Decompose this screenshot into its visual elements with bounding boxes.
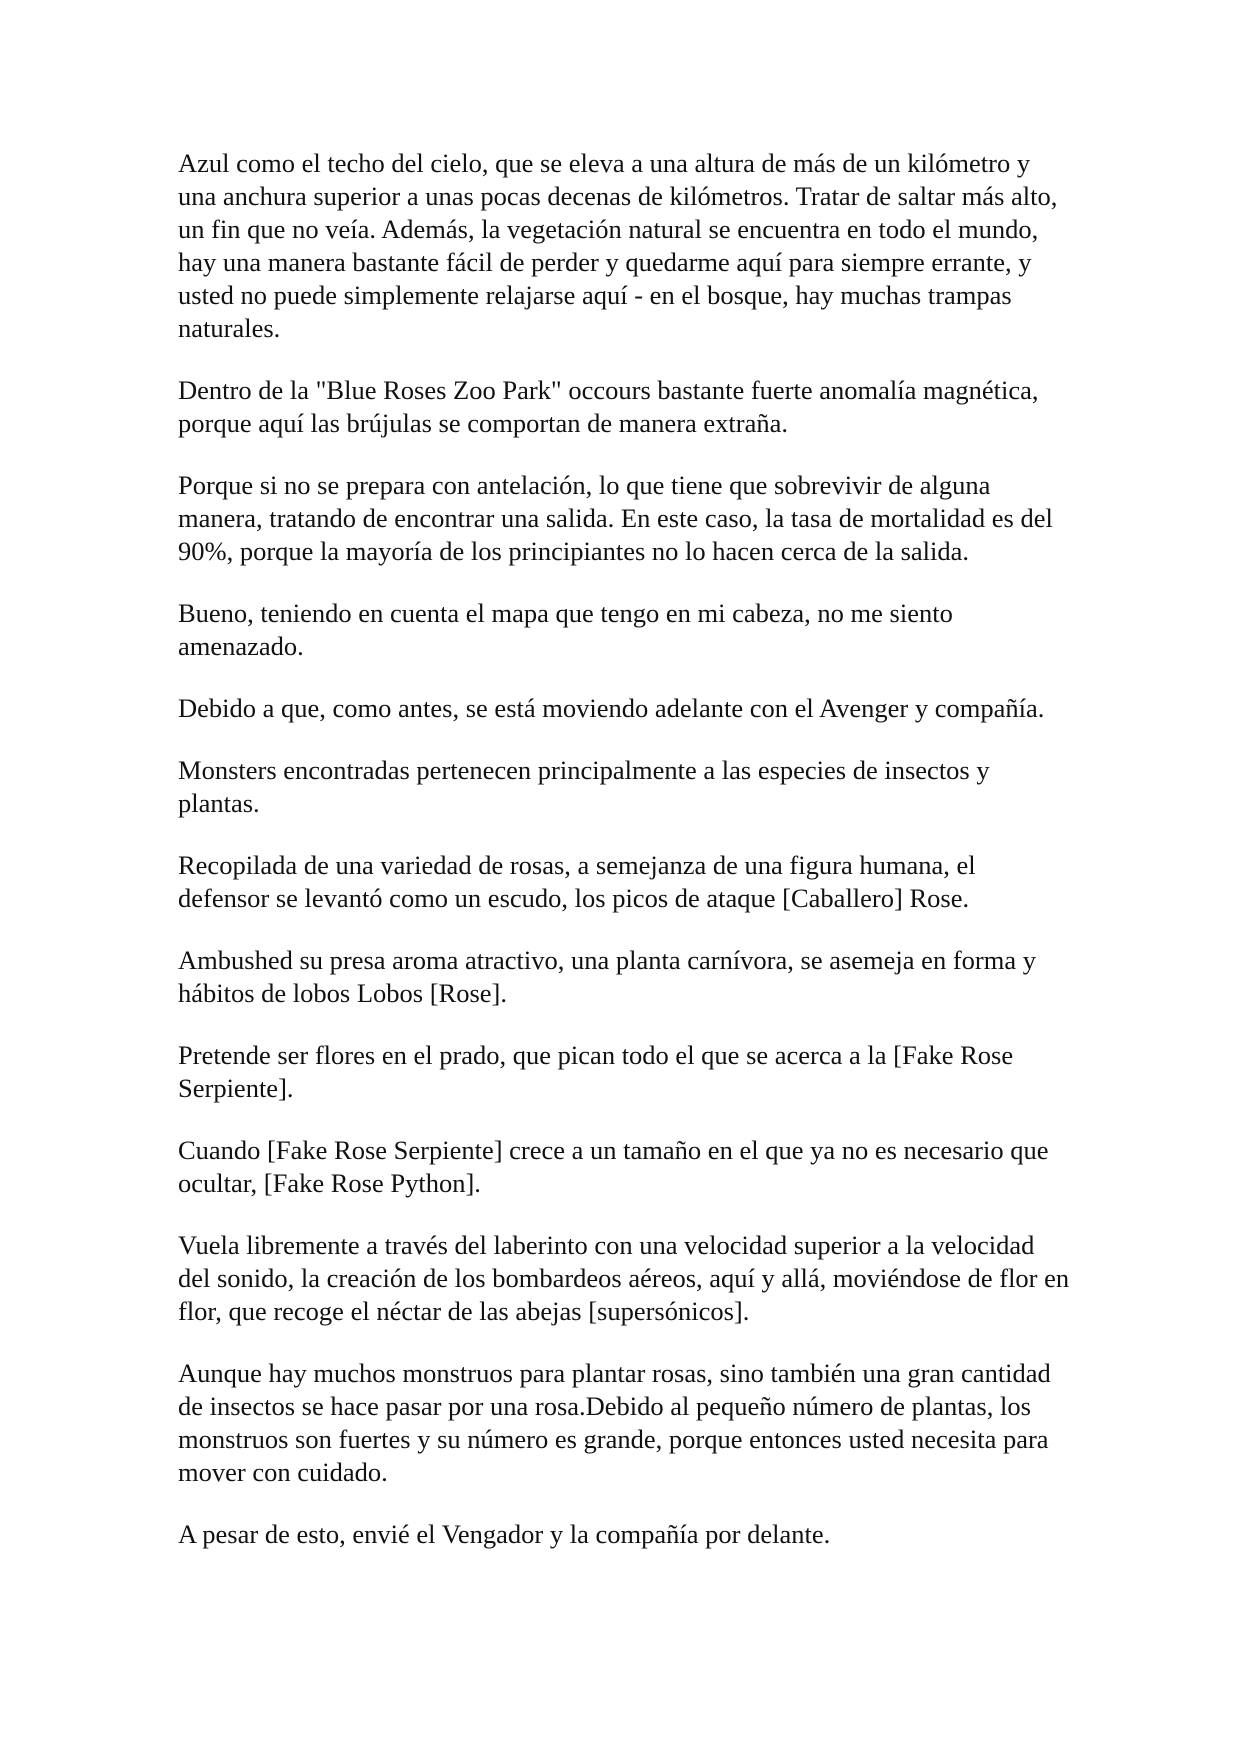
paragraph-13: A pesar de esto, envié el Vengador y la compañía por delante. [178,1519,831,1549]
document-body [178,147,1073,1580]
paragraph-1: Azul como el techo del cielo, que se eleva a una altura de más de un kilómetro y una anchura superior a unas pocas decenas de kilómetros. Tratar de saltar más alto, un fin que no veía. Además, la vegetación natural se encuentra en todo el mundo, hay una manera bastante fácil de perder y quedarme aquí para siempre errante, y usted no puede simplemente relajarse aquí - en el bosque, hay muchas trampas naturales. [178,148,1058,343]
paragraph-2: Dentro de la "Blue Roses Zoo Park" occours bastante fuerte anomalía magnética, porque aquí las brújulas se comportan de manera extraña. [178,375,1039,438]
paragraph-4: Bueno, teniendo en cuenta el mapa que tengo en mi cabeza, no me siento amenazado. [178,598,953,661]
paragraph-10: Cuando [Fake Rose Serpiente] crece a un tamaño en el que ya no es necesario que ocultar, [Fake Rose Python]. [178,1135,1049,1198]
paragraph-9: Pretende ser flores en el prado, que pican todo el que se acerca a la [Fake Rose Serpiente]. [178,1040,1014,1103]
paragraph-5: Debido a que, como antes, se está moviendo adelante con el Avenger y compañía. [178,693,1045,723]
paragraph-7: Recopilada de una variedad de rosas, a semejanza de una figura humana, el defensor se levantó como un escudo, los picos de ataque [Caballero] Rose. [178,850,976,913]
paragraph-12: Aunque hay muchos monstruos para plantar rosas, sino también una gran cantidad de insectos se hace pasar por una rosa.Debido al pequeño número de plantas, los monstruos son fuertes y su número es grande, porque entonces usted necesita para mover con cuidado. [178,1358,1051,1487]
paragraph-8: Ambushed su presa aroma atractivo, una planta carnívora, se asemeja en forma y hábitos de lobos Lobos [Rose]. [178,945,1036,1008]
paragraph-3: Porque si no se prepara con antelación, lo que tiene que sobrevivir de alguna manera, tratando de encontrar una salida. En este caso, la tasa de mortalidad es del 90%, porque la mayoría de los principiantes no lo hacen cerca de la salida. [178,470,1053,566]
paragraph-6: Monsters encontradas pertenecen principalmente a las especies de insectos y plantas. [178,755,990,818]
paragraph-11: Vuela libremente a través del laberinto con una velocidad superior a la velocidad del sonido, la creación de los bombardeos aéreos, aquí y allá, moviéndose de flor en flor, que recoge el néctar de las abejas [supersónicos]. [178,1230,1070,1326]
